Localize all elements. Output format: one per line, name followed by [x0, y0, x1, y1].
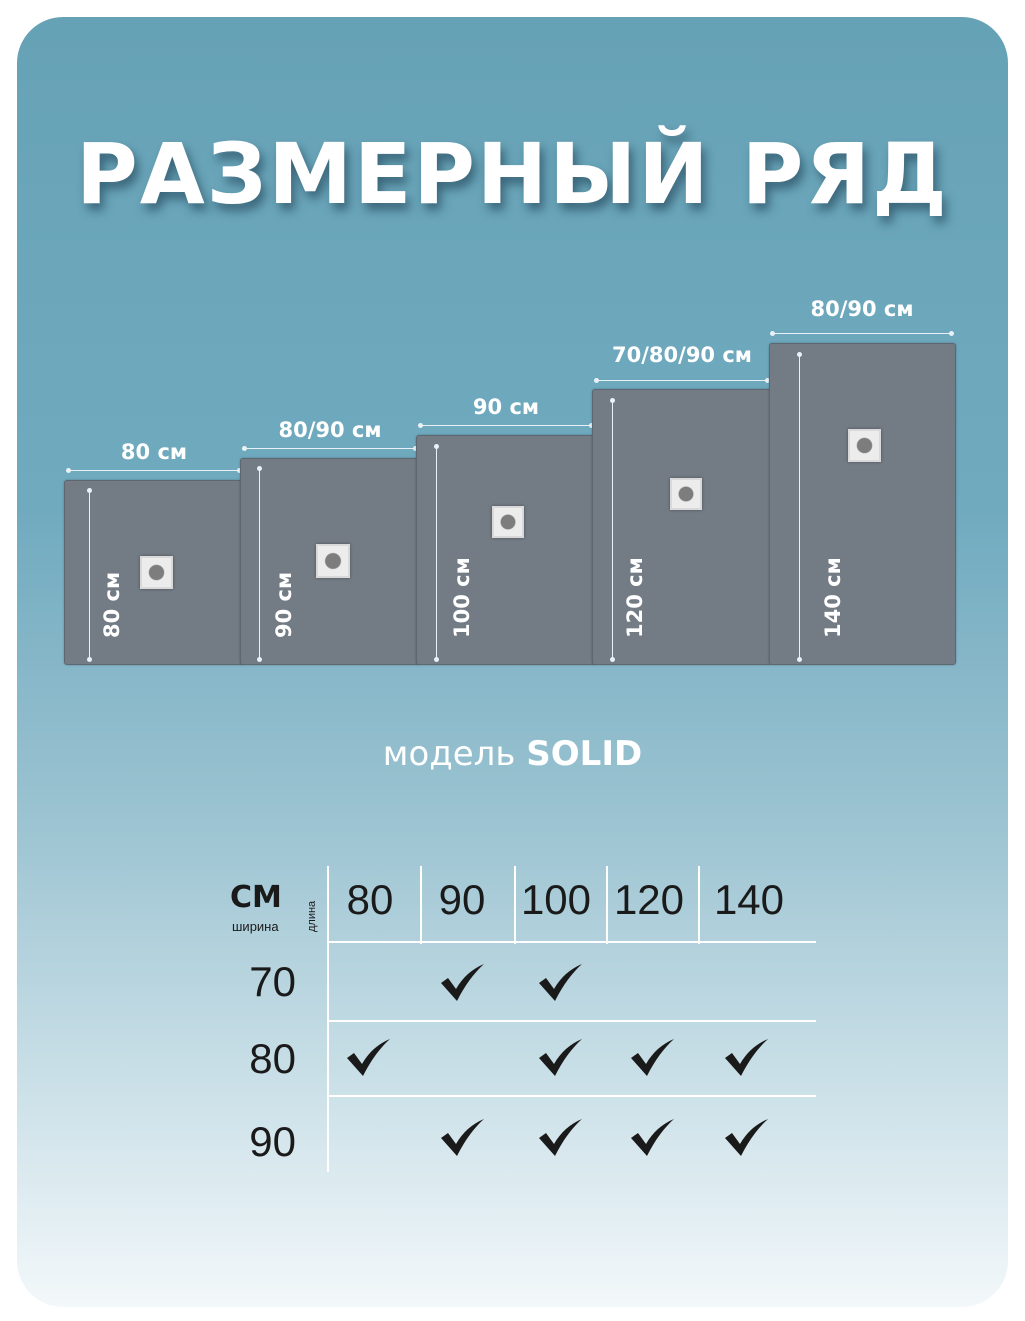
row-header: 90: [249, 1118, 296, 1165]
check-icon: [344, 1038, 392, 1078]
width-dimension-line: [596, 380, 768, 381]
table-divider: [606, 866, 608, 944]
row-header: 70: [249, 958, 296, 1005]
check-icon: [536, 1118, 584, 1158]
drain-icon: [848, 429, 881, 462]
height-dimension-line: [259, 468, 260, 660]
tray-height-label: 80 см: [100, 571, 124, 638]
check-icon: [628, 1038, 676, 1078]
height-dimension-line: [89, 490, 90, 660]
tray-width-label: 80 см: [120, 440, 188, 464]
drain-icon: [140, 556, 173, 589]
tray-height-label: 90 см: [272, 571, 296, 638]
width-dimension-line: [68, 470, 240, 471]
model-name: SOLID: [526, 734, 643, 774]
height-dimension-line: [436, 446, 437, 660]
check-icon: [628, 1118, 676, 1158]
table-divider: [327, 866, 329, 1172]
tray-width-label: 90 см: [472, 395, 540, 419]
width-dimension-line: [420, 425, 592, 426]
check-icon: [438, 1118, 486, 1158]
column-header: 120: [613, 876, 685, 923]
column-header: 80: [346, 876, 394, 923]
height-dimension-line: [612, 400, 613, 660]
drain-icon: [492, 506, 524, 538]
check-icon: [722, 1118, 770, 1158]
table-divider: [327, 1095, 816, 1097]
tray-90x100: [416, 435, 596, 665]
check-icon: [722, 1038, 770, 1078]
model-caption: [0, 734, 1025, 774]
tray-width-label: 80/90 см: [810, 297, 914, 321]
table-divider: [327, 941, 816, 943]
table-divider: [420, 866, 422, 944]
table-divider: [698, 866, 700, 944]
tray-80-90x90: [240, 458, 420, 665]
width-dimension-line: [244, 448, 416, 449]
tray-height-label: 120 см: [623, 557, 647, 638]
check-icon: [536, 963, 584, 1003]
drain-icon: [316, 544, 350, 578]
tray-height-label: 100 см: [450, 557, 474, 638]
column-header: 90: [438, 876, 486, 923]
check-icon: [536, 1038, 584, 1078]
table-divider: [327, 1020, 816, 1022]
check-icon: [438, 963, 486, 1003]
col-axis-label: длина: [306, 900, 318, 932]
unit-label: СМ: [230, 880, 282, 915]
tray-80-90x140: [769, 343, 956, 665]
width-dimension-line: [772, 333, 952, 334]
tray-width-label: 70/80/90 см: [612, 343, 752, 367]
tray-80x80: [64, 480, 244, 665]
tray-height-label: 140 см: [821, 557, 845, 638]
tray-70-80-90x120: [592, 389, 772, 665]
table-divider: [514, 866, 516, 944]
drain-icon: [670, 478, 702, 510]
column-header: 140: [713, 876, 785, 923]
column-header: 100: [520, 876, 592, 923]
height-dimension-line: [799, 354, 800, 660]
page-title: РАЗМЕРНЫЙ РЯД: [76, 125, 949, 223]
row-axis-label: ширина: [232, 919, 279, 934]
tray-width-label: 80/90 см: [278, 418, 382, 442]
model-prefix: модель: [382, 734, 516, 774]
row-header: 80: [249, 1035, 296, 1082]
